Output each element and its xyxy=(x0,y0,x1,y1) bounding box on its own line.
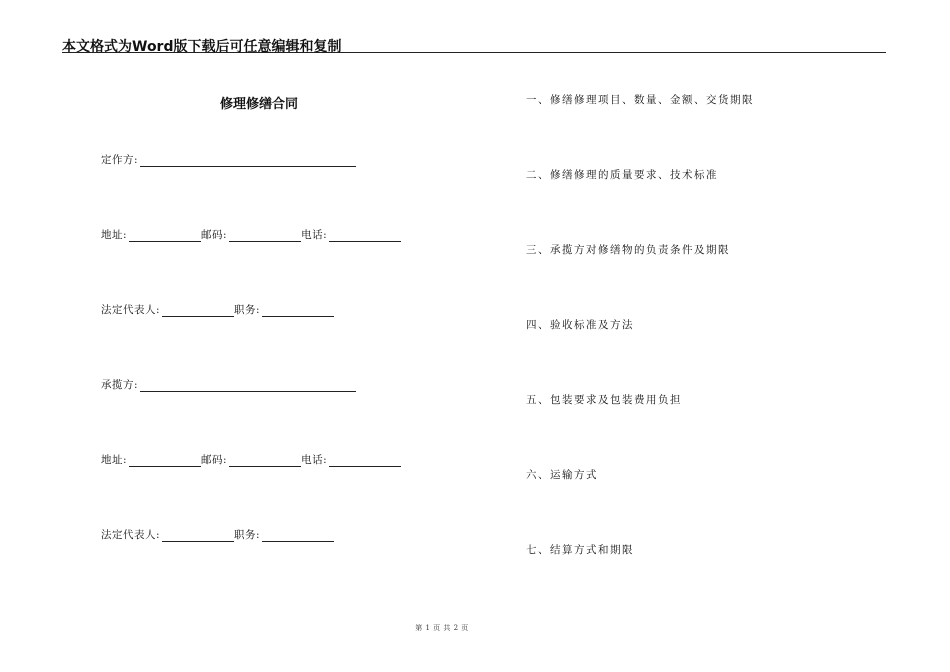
document-title: 修理修缮合同 xyxy=(220,97,299,112)
legal-rep-label: 法定代表人: xyxy=(101,304,161,316)
legal-rep-label: 法定代表人: xyxy=(101,529,161,541)
field-row-address-1 xyxy=(101,228,401,242)
phone-label: 电话: xyxy=(301,229,328,241)
field-row-legal-rep-2 xyxy=(101,528,334,542)
legal-rep-blank xyxy=(162,306,234,317)
document-header: 本文格式为Word版下载后可任意编辑和复制 xyxy=(62,39,342,55)
phone-blank xyxy=(329,231,401,242)
position-blank xyxy=(262,306,334,317)
section-heading-6: 六、运输方式 xyxy=(526,469,598,481)
field-row-contractor xyxy=(101,378,356,392)
contractor-label: 承揽方: xyxy=(101,379,139,391)
address-blank xyxy=(129,231,201,242)
phone-label: 电话: xyxy=(301,454,328,466)
field-row-ordering-party xyxy=(101,153,356,167)
contractor-blank xyxy=(140,381,356,392)
address-label: 地址: xyxy=(101,229,128,241)
page-number: 第 1 页 共 2 页 xyxy=(415,624,469,632)
section-heading-5: 五、包装要求及包装费用负担 xyxy=(526,394,682,406)
section-heading-7: 七、结算方式和期限 xyxy=(526,544,634,556)
ordering-party-label: 定作方: xyxy=(101,154,139,166)
position-label: 职务: xyxy=(234,529,261,541)
field-row-address-2 xyxy=(101,453,401,467)
phone-blank xyxy=(329,456,401,467)
postcode-blank xyxy=(229,456,301,467)
section-heading-3: 三、承揽方对修缮物的负责条件及期限 xyxy=(526,244,730,256)
position-label: 职务: xyxy=(234,304,261,316)
legal-rep-blank xyxy=(162,531,234,542)
postcode-blank xyxy=(229,231,301,242)
header-rule xyxy=(62,52,886,53)
address-blank xyxy=(129,456,201,467)
postcode-label: 邮码: xyxy=(201,229,228,241)
section-heading-1: 一、修缮修理项目、数量、金额、交货期限 xyxy=(526,94,754,106)
address-label: 地址: xyxy=(101,454,128,466)
section-heading-4: 四、验收标准及方法 xyxy=(526,319,634,331)
section-heading-2: 二、修缮修理的质量要求、技术标准 xyxy=(526,169,718,181)
position-blank xyxy=(262,531,334,542)
field-row-legal-rep-1 xyxy=(101,303,334,317)
postcode-label: 邮码: xyxy=(201,454,228,466)
ordering-party-blank xyxy=(140,156,356,167)
